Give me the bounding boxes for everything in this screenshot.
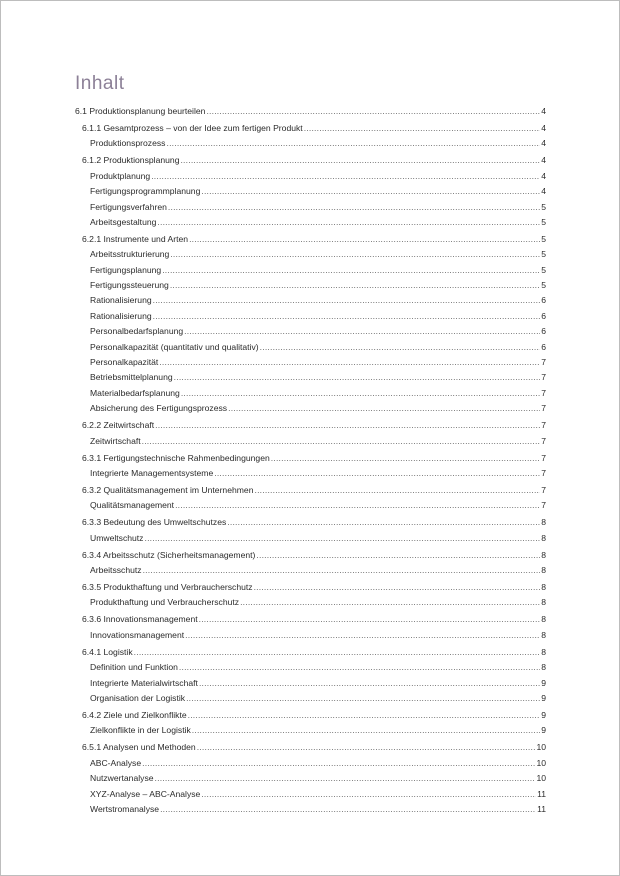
toc-entry[interactable] [75, 169, 546, 184]
toc-entry[interactable] [75, 340, 546, 355]
toc-entry-page-number: 7 [541, 387, 546, 398]
dot-leader [214, 466, 540, 481]
toc-entry-page-number: 8 [541, 549, 546, 560]
toc-entry-page-number: 7 [541, 435, 546, 446]
dot-leader [192, 723, 540, 738]
toc-entry[interactable] [75, 580, 546, 595]
dot-leader [155, 418, 540, 433]
toc-entry-page-number: 8 [541, 629, 546, 640]
toc-entry-page-number: 10 [536, 773, 546, 784]
dot-leader [175, 498, 540, 513]
toc-entry-page-number: 5 [541, 216, 546, 227]
dot-leader [184, 324, 540, 339]
dot-leader [188, 708, 541, 723]
toc-entry-title: Nutzwertanalyse [90, 773, 154, 784]
toc-entry[interactable] [75, 293, 546, 308]
toc-entry-page-number: 6 [541, 341, 546, 352]
toc-entry-title: Arbeitsschutz [90, 565, 142, 576]
toc-entry[interactable] [75, 771, 546, 786]
toc-entry[interactable] [75, 136, 546, 151]
dot-leader [254, 580, 541, 595]
toc-entry-title: Fertigungsverfahren [90, 201, 167, 212]
toc-entry-title: XYZ-Analyse – ABC-Analyse [90, 788, 201, 799]
toc-entry[interactable] [75, 309, 546, 324]
toc-entry[interactable] [75, 676, 546, 691]
toc-entry-page-number: 10 [536, 757, 546, 768]
toc-entry-page-number: 5 [541, 280, 546, 291]
toc-entry[interactable] [75, 355, 546, 370]
toc-entry-title: Personalkapazität (quantitativ und qualitativ) [90, 341, 259, 352]
toc-entry-page-number: 8 [541, 565, 546, 576]
dot-leader [197, 740, 536, 755]
toc-entry[interactable] [75, 104, 546, 119]
toc-entry-page-number: 11 [537, 803, 546, 814]
dot-leader [185, 628, 540, 643]
toc-entry[interactable] [75, 263, 546, 278]
toc-entry-title: Organisation der Logistik [90, 692, 186, 703]
toc-entry-page-number: 4 [541, 155, 546, 166]
dot-leader [166, 136, 540, 151]
toc-entry-title: Fertigungsplanung [90, 264, 162, 275]
toc-entry-page-number: 9 [541, 725, 546, 736]
toc-entry[interactable] [75, 645, 546, 660]
toc-entry[interactable] [75, 548, 546, 563]
toc-entry-title: Rationalisierung [90, 295, 152, 306]
toc-entry[interactable] [75, 515, 546, 530]
toc-entry-page-number: 8 [541, 614, 546, 625]
dot-leader [170, 247, 540, 262]
toc-entry-page-number: 4 [541, 122, 546, 133]
dot-leader [153, 293, 541, 308]
toc-entry[interactable] [75, 247, 546, 262]
toc-entry-title: Personalbedarfsplanung [90, 326, 184, 337]
dot-leader [155, 771, 536, 786]
toc-entry-title: 6.3.2 Qualitätsmanagement im Unternehmen [82, 484, 254, 495]
toc-entry-title: Produktionsprozess [90, 138, 166, 149]
toc-entry-page-number: 5 [541, 264, 546, 275]
toc-entry-title: 6.3.1 Fertigungstechnische Rahmenbedingungen [82, 452, 270, 463]
dot-leader [240, 595, 540, 610]
toc-entry-title: Qualitätsmanagement [90, 500, 175, 511]
dot-leader [227, 515, 540, 530]
toc-entry[interactable] [75, 483, 546, 498]
dot-leader [160, 802, 536, 817]
dot-leader [143, 563, 541, 578]
toc-entry-page-number: 11 [537, 788, 546, 799]
dot-leader [186, 691, 540, 706]
toc-entry-page-number: 9 [541, 677, 546, 688]
dot-leader [271, 451, 540, 466]
dot-leader [179, 660, 540, 675]
dot-leader [168, 200, 540, 215]
toc-entry-page-number: 7 [541, 500, 546, 511]
dot-leader [144, 531, 540, 546]
toc-entry-page-number: 7 [541, 420, 546, 431]
toc-entry-title: Fertigungsprogrammplanung [90, 186, 201, 197]
toc-entry-page-number: 6 [541, 310, 546, 321]
toc-entry-title: 6.2.1 Instrumente und Arten [82, 233, 189, 244]
toc-entry[interactable] [75, 498, 546, 513]
dot-leader [255, 483, 541, 498]
toc-entry-title: 6.4.2 Ziele und Zielkonflikte [82, 709, 187, 720]
toc-entry-page-number: 8 [541, 662, 546, 673]
toc-entry-page-number: 6 [541, 326, 546, 337]
dot-leader [199, 612, 541, 627]
toc-entry-page-number: 8 [541, 646, 546, 657]
dot-leader [228, 401, 540, 416]
toc-entry-title: Absicherung des Fertigungsprozess [90, 403, 228, 414]
toc-entry-page-number: 5 [541, 249, 546, 260]
toc-entry[interactable] [75, 723, 546, 738]
toc-entry-page-number: 9 [541, 709, 546, 720]
toc-entry-title: Zielkonflikte in der Logistik [90, 725, 191, 736]
toc-entry-page-number: 7 [541, 403, 546, 414]
toc-entry[interactable] [75, 691, 546, 706]
toc-entry-title: Umweltschutz [90, 532, 144, 543]
toc-entry-title: 6.3.4 Arbeitsschutz (Sicherheitsmanagement) [82, 549, 256, 560]
dot-leader [180, 153, 540, 168]
toc-entry-title: 6.2.2 Zeitwirtschaft [82, 420, 155, 431]
toc-entry[interactable] [75, 787, 546, 802]
toc-entry-title: 6.5.1 Analysen und Methoden [82, 742, 196, 753]
dot-leader [134, 645, 541, 660]
toc-entry-page-number: 4 [541, 186, 546, 197]
dot-leader [153, 309, 541, 324]
toc-entry-page-number: 4 [541, 106, 546, 116]
toc-entry-title: 6.4.1 Logistik [82, 646, 133, 657]
toc-entry[interactable] [75, 451, 546, 466]
toc-entry[interactable] [75, 756, 546, 771]
dot-leader [142, 756, 535, 771]
toc-entry-page-number: 6 [541, 295, 546, 306]
toc-entry[interactable] [75, 386, 546, 401]
dot-leader [162, 263, 540, 278]
toc-entry[interactable] [75, 200, 546, 215]
toc-entry[interactable] [75, 418, 546, 433]
toc-entry-page-number: 7 [541, 372, 546, 383]
toc-entry-title: Betriebsmittelplanung [90, 372, 173, 383]
toc-entry[interactable] [75, 466, 546, 481]
toc-entry[interactable] [75, 628, 546, 643]
toc-entry[interactable] [75, 740, 546, 755]
dot-leader [256, 548, 540, 563]
dot-leader [199, 676, 540, 691]
toc-entry[interactable] [75, 531, 546, 546]
toc-entry-page-number: 4 [541, 170, 546, 181]
toc-entry-title: Arbeitsgestaltung [90, 216, 157, 227]
toc-entry-page-number: 7 [541, 467, 546, 478]
table-of-contents [75, 104, 546, 817]
toc-entry-page-number: 10 [536, 742, 546, 753]
toc-entry-title: 6.3.3 Bedeutung des Umweltschutzes [82, 517, 227, 528]
toc-entry-page-number: 4 [541, 138, 546, 149]
toc-entry[interactable] [75, 612, 546, 627]
toc-entry-page-number: 8 [541, 517, 546, 528]
toc-entry-page-number: 8 [541, 597, 546, 608]
toc-entry-title: Fertigungssteuerung [90, 280, 169, 291]
toc-entry[interactable] [75, 370, 546, 385]
dot-leader [304, 121, 541, 136]
toc-entry[interactable] [75, 708, 546, 723]
toc-entry-title: ABC-Analyse [90, 757, 142, 768]
toc-entry-title: Personalkapazität [90, 357, 159, 368]
dot-leader [201, 184, 540, 199]
toc-entry[interactable] [75, 184, 546, 199]
dot-leader [201, 787, 536, 802]
toc-entry[interactable] [75, 401, 546, 416]
toc-entry[interactable] [75, 278, 546, 293]
toc-entry-page-number: 5 [541, 233, 546, 244]
toc-entry-title: Produktplanung [90, 170, 151, 181]
toc-entry[interactable] [75, 121, 546, 136]
dot-leader [174, 370, 541, 385]
toc-entry-page-number: 9 [541, 692, 546, 703]
toc-entry-page-number: 7 [541, 484, 546, 495]
toc-entry-title: Integrierte Materialwirtschaft [90, 677, 198, 688]
toc-entry-page-number: 8 [541, 532, 546, 543]
toc-entry-title: 6.1.1 Gesamtprozess – von der Idee zum fertigen Produkt [82, 122, 303, 133]
toc-entry-title: 6.3.5 Produkthaftung und Verbraucherschutz [82, 582, 253, 593]
dot-leader [170, 278, 540, 293]
toc-entry-title: Definition und Funktion [90, 662, 178, 673]
toc-entry[interactable] [75, 563, 546, 578]
toc-entry-title: 6.3.6 Innovationsmanagement [82, 614, 198, 625]
dot-leader [157, 215, 540, 230]
toc-entry-page-number: 7 [541, 357, 546, 368]
dot-leader [189, 232, 540, 247]
dot-leader [142, 434, 541, 449]
toc-entry[interactable] [75, 802, 546, 817]
toc-entry[interactable] [75, 232, 546, 247]
toc-entry[interactable] [75, 215, 546, 230]
toc-entry[interactable] [75, 153, 546, 168]
toc-entry-title: Zeitwirtschaft [90, 435, 141, 446]
toc-title: Inhalt [75, 73, 125, 94]
toc-entry-title: Rationalisierung [90, 310, 152, 321]
toc-entry-title: 6.1 Produktionsplanung beurteilen [75, 106, 206, 116]
toc-entry[interactable] [75, 660, 546, 675]
toc-entry-title: Produkthaftung und Verbraucherschutz [90, 597, 240, 608]
dot-leader [151, 169, 540, 184]
toc-entry-page-number: 5 [541, 201, 546, 212]
dot-leader [206, 104, 540, 119]
toc-entry[interactable] [75, 434, 546, 449]
dot-leader [260, 340, 541, 355]
toc-entry-title: Wertstromanalyse [90, 803, 160, 814]
toc-entry-title: Arbeitsstrukturierung [90, 249, 170, 260]
dot-leader [159, 355, 540, 370]
dot-leader [181, 386, 540, 401]
toc-entry-title: Integrierte Managementsysteme [90, 467, 214, 478]
toc-entry-title: Innovationsmanagement [90, 629, 185, 640]
toc-entry[interactable] [75, 324, 546, 339]
toc-entry-title: 6.1.2 Produktionsplanung [82, 155, 180, 166]
toc-entry-page-number: 8 [541, 582, 546, 593]
toc-entry-page-number: 7 [541, 452, 546, 463]
toc-entry[interactable] [75, 595, 546, 610]
toc-entry-title: Materialbedarfsplanung [90, 387, 180, 398]
